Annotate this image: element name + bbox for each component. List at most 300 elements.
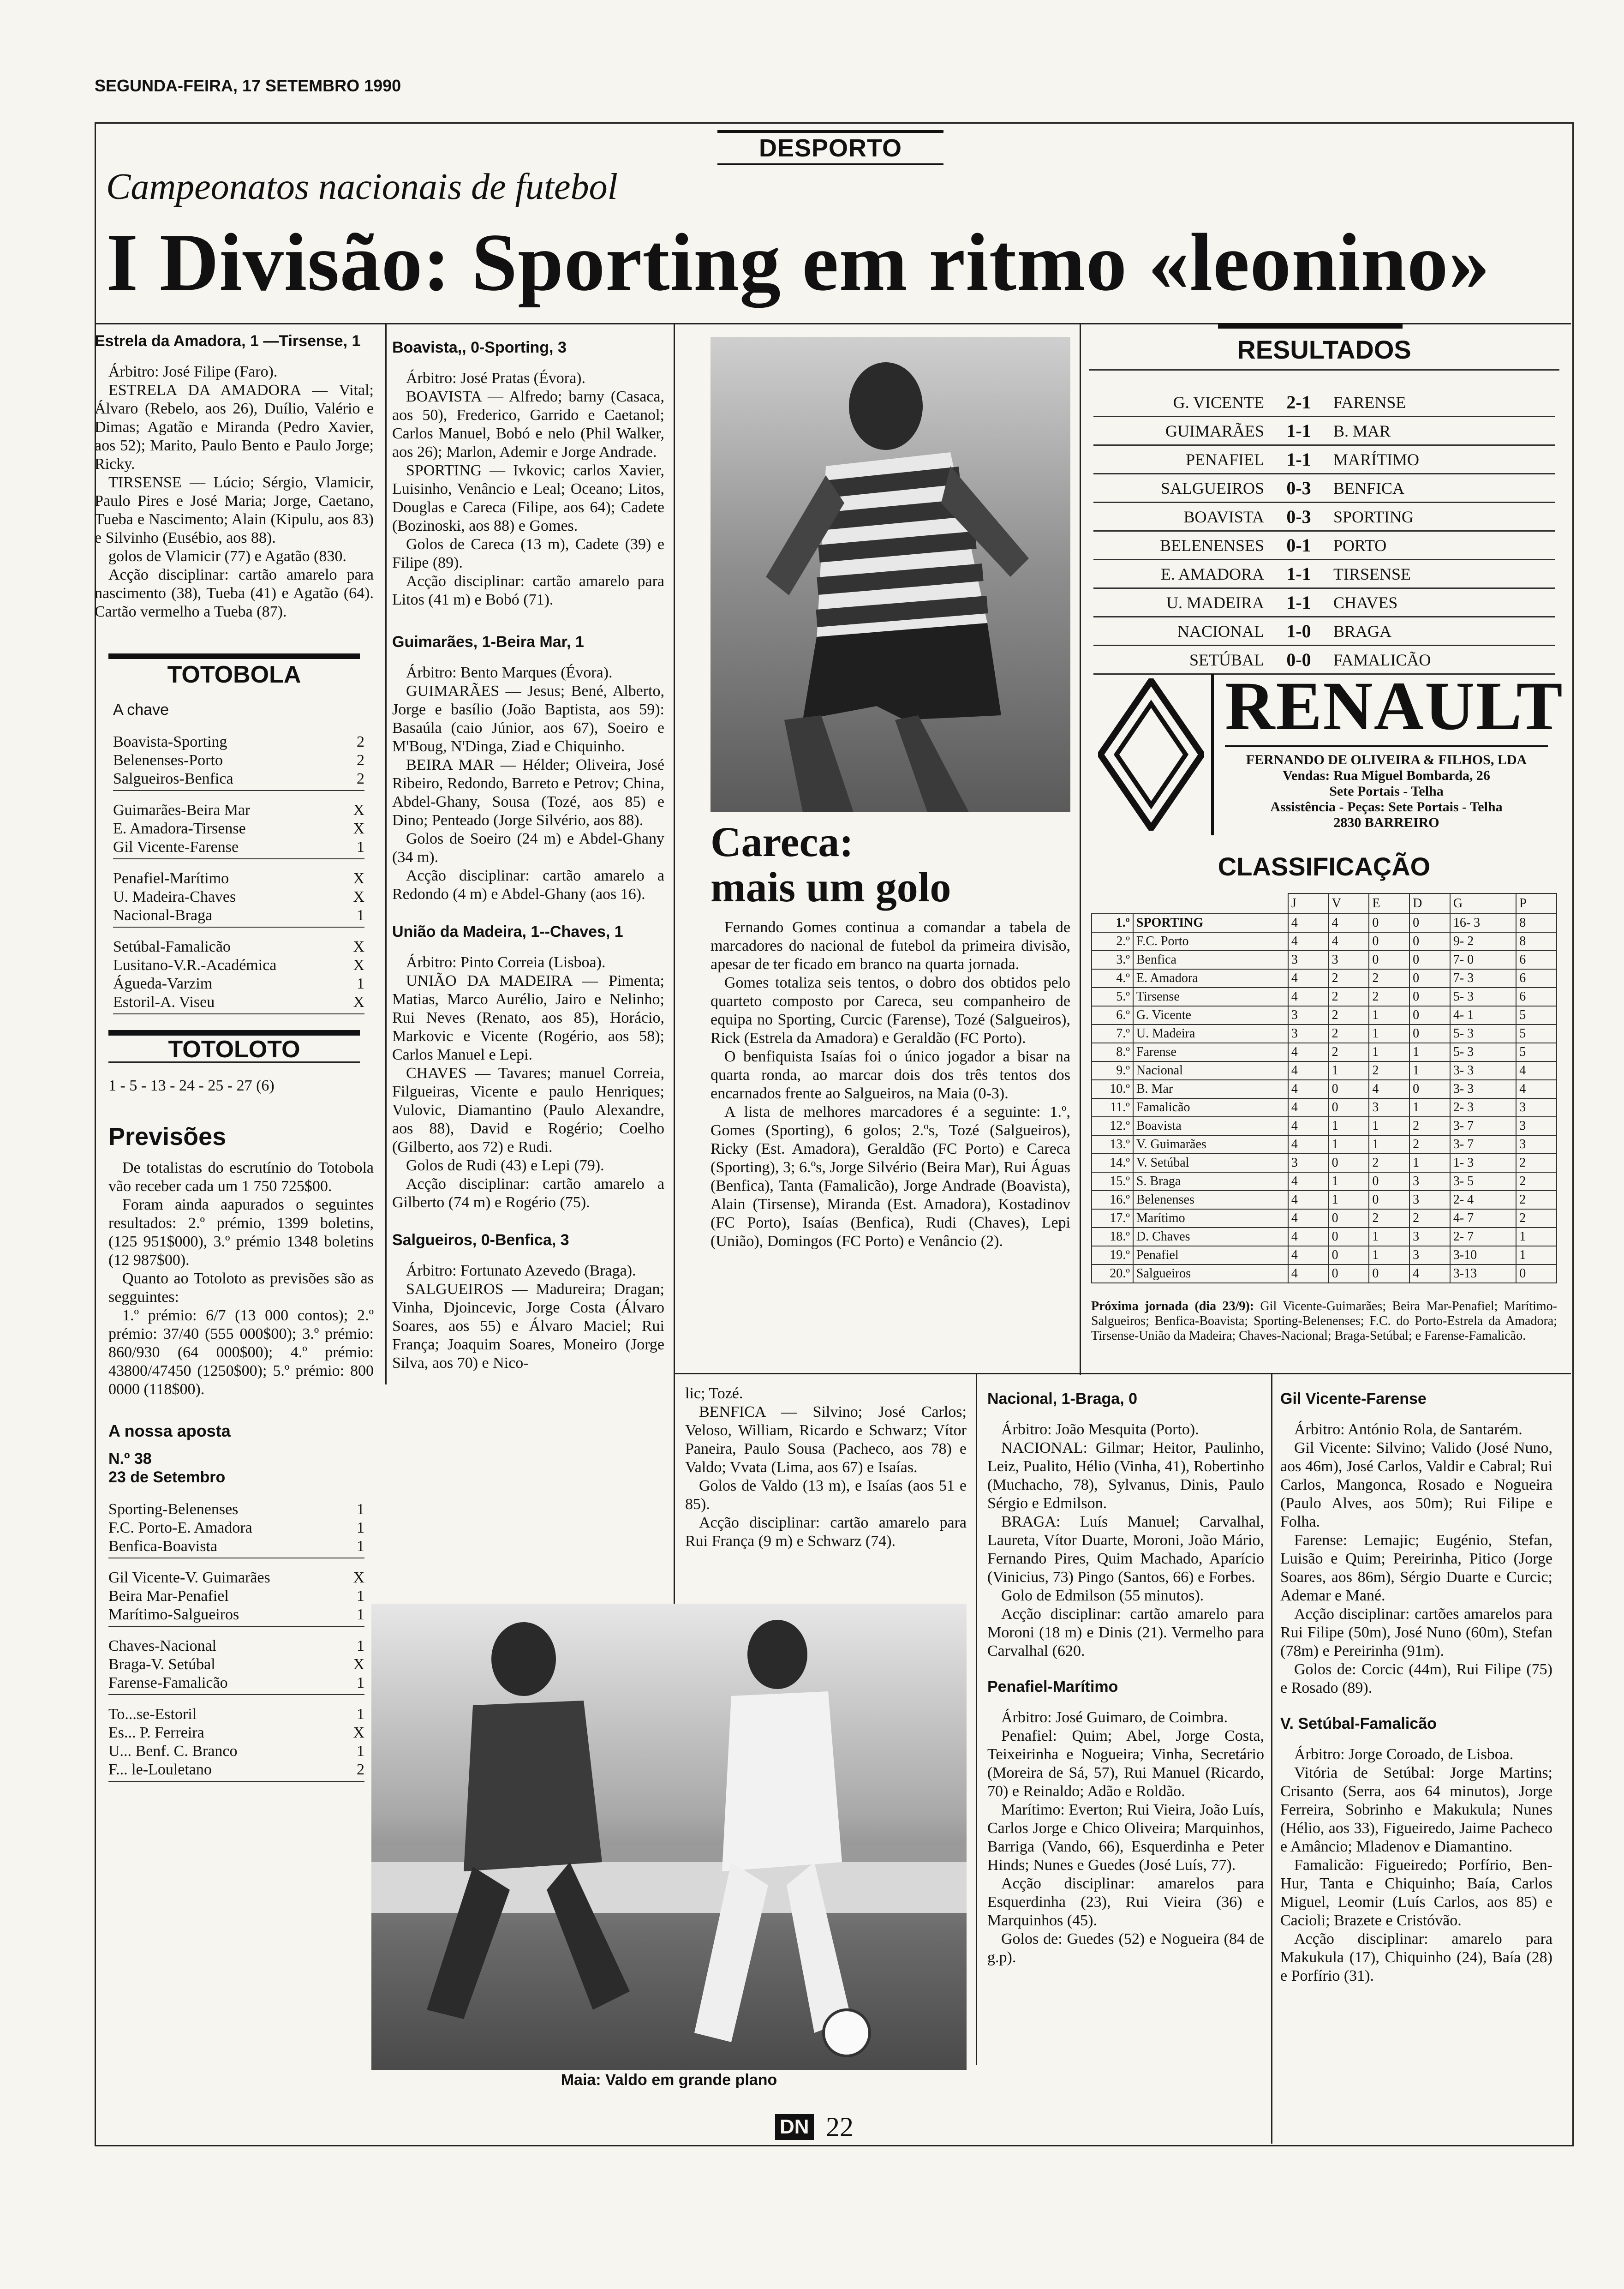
standings-team: V. Guimarães	[1133, 1135, 1288, 1154]
fixture-prediction: 1	[357, 1588, 364, 1605]
standings-goals: 2- 7	[1450, 1228, 1516, 1246]
list-item	[113, 751, 364, 770]
report-paragraph: Golos de Rudi (43) e Lepi (79).	[406, 1157, 604, 1174]
column-4	[987, 1389, 1264, 1967]
standings-team: B. Mar	[1133, 1080, 1288, 1098]
fixture-prediction: X	[353, 802, 364, 819]
dealer-sales: Vendas: Rua Miguel Bombarda, 26	[1283, 768, 1490, 783]
standings-played: 4	[1288, 988, 1329, 1006]
standings-position: 19.º	[1092, 1246, 1133, 1264]
report-paragraph: BEIRA MAR — Hélder; Oliveira, José Ribeiro, Redondo, Barreto e Petrov; China, Abdel-Ghany, Sousa (Tozé, aos 85) e Dino; Penteado (Jorge Silvério, aos 88).	[392, 756, 664, 829]
match-title-setubal-famalicao: V. Setúbal-Famalicão	[1280, 1715, 1437, 1732]
standings-drawn: 2	[1369, 969, 1409, 988]
article-paragraph: O benfiquista Isaías foi o único jogador a bisar na quarta ronda, ao marcar dois dos três tentos dos encarnados frente ao Salgueiros, na Maia (0-3).	[710, 1048, 1070, 1102]
away-team: FARENSE	[1329, 389, 1555, 417]
standings-drawn: 0	[1369, 1191, 1409, 1209]
standings-won: 0	[1329, 1098, 1369, 1117]
fixture-label: Águeda-Varzim	[113, 975, 213, 992]
fixture-prediction: X	[353, 938, 364, 955]
standings-lost: 0	[1409, 1080, 1450, 1098]
away-team: BRAGA	[1329, 617, 1555, 646]
home-team: PENAFIEL	[1093, 445, 1269, 474]
standings-row	[1092, 1191, 1557, 1209]
standings-position: 14.º	[1092, 1154, 1133, 1172]
standings-won: 0	[1329, 1264, 1369, 1283]
standings-won: 1	[1329, 1117, 1369, 1135]
previsoes-paragraph: Foram ainda aapurados o seguintes resultados: 2.º prémio, 1399 boletins, (125 951$000), 3.º prémio 1348 boletins (12 987$00).	[108, 1196, 374, 1269]
fixture-prediction: 2	[357, 1761, 364, 1778]
proxima-jornada-text: Gil Vicente-Guimarães; Beira Mar-Penafiel; Marítimo-Salgueiros; Benfica-Boavista; Sporting-Belenenses; F.C. do Porto-Estrela da Amadora; Tirsense-União da Madeira; Chaves-Nacional; Braga-Setúbal; e Farense-Famalicão.	[1091, 1299, 1558, 1343]
standings-team: Farense	[1133, 1043, 1288, 1061]
standings-team: Belenenses	[1133, 1191, 1288, 1209]
report-paragraph: Vitória de Setúbal: Jorge Martins; Crisanto (Serra, aos 64 minutos), Jorge Ferreira, Sobrinho e Makukula; Nunes (Hélio, aos 33), Figueiredo, Jaime Pacheco e Amâncio; Mladenov e Diamantino.	[1280, 1764, 1552, 1855]
proxima-jornada	[1091, 1299, 1557, 1343]
standings-points: 2	[1516, 1209, 1557, 1228]
away-team: B. MAR	[1329, 417, 1555, 445]
standings-position: 20.º	[1092, 1264, 1133, 1283]
list-group	[113, 733, 364, 791]
away-team: SPORTING	[1329, 503, 1555, 531]
report-paragraph: Árbitro: José Guimaro, de Coimbra.	[1001, 1709, 1228, 1726]
proxima-jornada-label: Próxima jornada (dia 23/9):	[1091, 1299, 1254, 1313]
standings-team: Nacional	[1133, 1061, 1288, 1080]
report-paragraph: Marítimo: Everton; Rui Vieira, João Luís, Carlos Jorge e Chico Oliveira; Marquinhos, Barriga (Vando, 66), Esquerdinha e Peter Hinds; Nunes e Guedes (José Luís, 77).	[987, 1801, 1264, 1874]
score: 0-3	[1269, 503, 1329, 531]
standings-goals: 5- 3	[1450, 1043, 1516, 1061]
home-team: BOAVISTA	[1093, 503, 1269, 531]
fixture-label: Belenenses-Porto	[113, 752, 223, 769]
away-team: MARÍTIMO	[1329, 445, 1555, 474]
standings-drawn: 3	[1369, 1098, 1409, 1117]
totobola-title: TOTOBOLA	[167, 661, 301, 688]
list-group	[108, 1500, 364, 1558]
score: 0-3	[1269, 474, 1329, 503]
list-item	[108, 1674, 364, 1692]
totoloto-numbers: 1 - 5 - 13 - 24 - 25 - 27 (6)	[108, 1077, 275, 1094]
report-paragraph: BRAGA: Luís Manuel; Carvalhal, Laureta, Vítor Duarte, Moroni, João Mário, Fernando Pires, Quim Machado, Aparício (Vinicius, 73) Pingo (Santos, 66) e Forbes.	[987, 1513, 1264, 1586]
standings-won: 1	[1329, 1191, 1369, 1209]
classificacao-table	[1091, 893, 1557, 1283]
standings-goals: 7- 0	[1450, 951, 1516, 969]
standings-goals: 3- 5	[1450, 1172, 1516, 1191]
standings-points: 6	[1516, 969, 1557, 988]
standings-row	[1092, 1043, 1557, 1061]
match-title-nacional-braga: Nacional, 1-Braga, 0	[987, 1390, 1138, 1408]
result-row	[1093, 474, 1555, 503]
fixture-label: Guimarães-Beira Mar	[113, 802, 251, 819]
fixture-label: Chaves-Nacional	[108, 1637, 217, 1654]
dealer-service: Assistência - Peças: Sete Portais - Telha	[1270, 799, 1503, 815]
col-header-g: G	[1450, 893, 1516, 914]
previsoes-title: Previsões	[108, 1123, 227, 1150]
standings-team: Tirsense	[1133, 988, 1288, 1006]
standings-played: 4	[1288, 1098, 1329, 1117]
report-paragraph: golos de Vlamicir (77) e Agatão (830.	[108, 548, 346, 565]
fixture-prediction: X	[353, 1724, 364, 1741]
fixture-label: Penafiel-Marítimo	[113, 870, 229, 887]
away-team: TIRSENSE	[1329, 560, 1555, 588]
standings-goals: 5- 3	[1450, 1025, 1516, 1043]
standings-won: 4	[1329, 914, 1369, 932]
standings-drawn: 1	[1369, 1043, 1409, 1061]
result-row	[1093, 389, 1555, 417]
report-paragraph: Acção disciplinar: cartão amarelo para Litos (41 m) e Bobó (71).	[392, 573, 664, 608]
column-rule	[1080, 323, 1081, 1375]
report-paragraph: Golo de Edmilson (55 minutos).	[1001, 1587, 1204, 1604]
list-item	[113, 838, 364, 857]
totobola-box	[108, 653, 360, 688]
standings-goals: 4- 1	[1450, 1006, 1516, 1025]
standings-played: 4	[1288, 1135, 1329, 1154]
list-item	[108, 1655, 364, 1674]
result-row	[1093, 617, 1555, 646]
standings-position: 7.º	[1092, 1025, 1133, 1043]
list-group	[108, 1569, 364, 1627]
standings-points: 1	[1516, 1246, 1557, 1264]
standings-row	[1092, 1080, 1557, 1098]
result-row	[1093, 531, 1555, 560]
home-team: E. AMADORA	[1093, 560, 1269, 588]
resultados-title: RESULTADOS	[1237, 335, 1411, 364]
standings-played: 4	[1288, 1209, 1329, 1228]
col-header-p: P	[1516, 893, 1557, 914]
ad-divider	[1211, 674, 1214, 835]
article-paragraph: Gomes totaliza seis tentos, o dobro dos obtidos pelo quarteto composto por Careca, seu companheiro de equipa no Sporting, Curcic (Farense), Tozé (Salgueiros), Rick (Estrela da Amadora) e Geraldão (FC Porto).	[710, 974, 1070, 1047]
standings-position: 12.º	[1092, 1117, 1133, 1135]
list-item	[108, 1637, 364, 1655]
result-row	[1093, 503, 1555, 531]
list-item	[108, 1537, 364, 1556]
standings-lost: 2	[1409, 1135, 1450, 1154]
standings-position: 9.º	[1092, 1061, 1133, 1080]
standings-points: 4	[1516, 1080, 1557, 1098]
standings-won: 0	[1329, 1228, 1369, 1246]
column-5	[1280, 1389, 1552, 1985]
standings-row	[1092, 1246, 1557, 1264]
list-item	[113, 956, 364, 975]
list-item	[108, 1742, 364, 1761]
standings-team: U. Madeira	[1133, 1025, 1288, 1043]
ad-rule	[1225, 745, 1548, 747]
list-item	[108, 1724, 364, 1742]
fixture-label: To...se-Estoril	[108, 1706, 197, 1723]
home-team: SALGUEIROS	[1093, 474, 1269, 503]
renault-dealer	[1225, 752, 1548, 831]
score: 0-0	[1269, 646, 1329, 674]
standings-team: Boavista	[1133, 1117, 1288, 1135]
standings-position: 15.º	[1092, 1172, 1133, 1191]
list-item	[108, 1705, 364, 1724]
home-team: GUIMARÃES	[1093, 417, 1269, 445]
fixture-prediction: X	[353, 994, 364, 1011]
photo-illustration	[710, 337, 1070, 812]
result-row	[1093, 588, 1555, 617]
dateline: SEGUNDA-FEIRA, 17 SETEMBRO 1990	[95, 76, 401, 95]
list-group	[113, 801, 364, 859]
standings-goals: 2- 3	[1450, 1098, 1516, 1117]
fixture-prediction: X	[353, 870, 364, 887]
list-item	[113, 993, 364, 1012]
section-rule	[674, 1373, 1571, 1374]
standings-played: 3	[1288, 951, 1329, 969]
report-paragraph: Árbitro: Bento Marques (Évora).	[406, 664, 613, 681]
standings-lost: 1	[1409, 1043, 1450, 1061]
standings-won: 2	[1329, 969, 1369, 988]
fixture-label: Marítimo-Salgueiros	[108, 1606, 239, 1623]
standings-team: D. Chaves	[1133, 1228, 1288, 1246]
fixture-prediction: 1	[357, 1606, 364, 1623]
home-team: NACIONAL	[1093, 617, 1269, 646]
fixture-label: Gil Vicente-Farense	[113, 839, 239, 856]
fixture-label: Benfica-Boavista	[108, 1538, 218, 1555]
standings-drawn: 1	[1369, 1117, 1409, 1135]
standings-won: 0	[1329, 1209, 1369, 1228]
standings-won: 2	[1329, 988, 1369, 1006]
list-item	[108, 1606, 364, 1624]
fixture-label: Estoril-A. Viseu	[113, 994, 215, 1011]
standings-position: 4.º	[1092, 969, 1133, 988]
list-item	[113, 975, 364, 993]
standings-goals: 3- 3	[1450, 1061, 1516, 1080]
home-team: U. MADEIRA	[1093, 588, 1269, 617]
report-paragraph: Acção disciplinar: amarelos para Esquerdinha (23), Rui Vieira (36) e Marquinhos (45).	[987, 1875, 1264, 1929]
standings-team: F.C. Porto	[1133, 932, 1288, 951]
standings-won: 1	[1329, 1135, 1369, 1154]
careca-title-line-2: mais um golo	[710, 863, 951, 911]
standings-lost: 0	[1409, 969, 1450, 988]
standings-goals: 3- 3	[1450, 1080, 1516, 1098]
report-paragraph: ESTRELA DA AMADORA — Vital; Álvaro (Rebelo, aos 26), Duílio, Valério e Dimas; Agatão e Miranda (Pedro Xavier, aos 52); Marito, Paulo Bento e Paulo Jorge; Ricky.	[95, 382, 374, 473]
standings-goals: 1- 3	[1450, 1154, 1516, 1172]
careca-title-line-1: Careca:	[710, 818, 854, 865]
classificacao-title: CLASSIFICAÇÃO	[1218, 852, 1431, 881]
result-row	[1093, 560, 1555, 588]
standings-goals: 16- 3	[1450, 914, 1516, 932]
standings-goals: 2- 4	[1450, 1191, 1516, 1209]
list-item	[108, 1761, 364, 1779]
standings-played: 4	[1288, 932, 1329, 951]
standings-won: 0	[1329, 1246, 1369, 1264]
list-item	[108, 1587, 364, 1606]
list-item	[108, 1519, 364, 1537]
list-item	[113, 888, 364, 906]
standings-points: 8	[1516, 914, 1557, 932]
totoloto-title: TOTOLOTO	[108, 1040, 360, 1063]
standings-drawn: 2	[1369, 1061, 1409, 1080]
standings-points: 3	[1516, 1135, 1557, 1154]
standings-position: 10.º	[1092, 1080, 1133, 1098]
standings-lost: 3	[1409, 1246, 1450, 1264]
column-rule	[1271, 1373, 1272, 2144]
fixture-label: Boavista-Sporting	[113, 733, 227, 750]
standings-row	[1092, 951, 1557, 969]
fixture-label: Farense-Famalicão	[108, 1674, 228, 1691]
home-team: G. VICENTE	[1093, 389, 1269, 417]
standings-lost: 2	[1409, 1117, 1450, 1135]
section-title: DESPORTO	[717, 130, 943, 165]
list-group	[108, 1637, 364, 1695]
photo-caption: Maia: Valdo em grande plano	[561, 2071, 777, 2089]
fixture-label: U... Benf. C. Branco	[108, 1743, 238, 1760]
fixture-prediction: 1	[357, 1706, 364, 1723]
standings-position: 11.º	[1092, 1098, 1133, 1117]
fixture-prediction: 1	[357, 907, 364, 924]
report-paragraph: Árbitro: Pinto Correia (Lisboa).	[406, 954, 606, 971]
standings-row	[1092, 969, 1557, 988]
standings-position: 16.º	[1092, 1191, 1133, 1209]
standings-points: 5	[1516, 1006, 1557, 1025]
score: 1-1	[1269, 445, 1329, 474]
standings-drawn: 0	[1369, 914, 1409, 932]
standings-goals: 3-10	[1450, 1246, 1516, 1264]
fixture-label: Lusitano-V.R.-Académica	[113, 957, 277, 974]
standings-row	[1092, 1172, 1557, 1191]
standings-row	[1092, 932, 1557, 951]
standings-goals: 9- 2	[1450, 932, 1516, 951]
standings-position: 1.º	[1092, 914, 1133, 932]
standings-row	[1092, 1117, 1557, 1135]
report-paragraph: Acção disciplinar: cartão amarelo a Redondo (4 m) e Abdel-Ghany (aos 16).	[392, 867, 664, 903]
standings-lost: 0	[1409, 932, 1450, 951]
headline: I Divisão: Sporting em ritmo «leonino»	[106, 216, 1490, 308]
fixture-label: Es... P. Ferreira	[108, 1724, 204, 1741]
standings-position: 18.º	[1092, 1228, 1133, 1246]
totobola-list	[113, 733, 364, 1014]
column-1	[95, 331, 374, 1792]
standings-team: Marítimo	[1133, 1209, 1288, 1228]
report-paragraph: BENFICA — Silvino; José Carlos; Veloso, William, Ricardo e Schwarz; Vítor Paneira, Paulo Sousa (Pacheco, aos 78) e Valdo; Vvata (Lima, aos 67) e Isaías.	[685, 1403, 967, 1476]
fixture-prediction: X	[353, 820, 364, 837]
fixture-label: F.C. Porto-E. Amadora	[108, 1519, 252, 1536]
standings-drawn: 2	[1369, 1154, 1409, 1172]
dn-logo: DN	[775, 2114, 814, 2140]
score: 2-1	[1269, 389, 1329, 417]
match-title-madeira-chaves: União da Madeira, 1--Chaves, 1	[392, 923, 623, 941]
fixture-prediction: 1	[357, 839, 364, 856]
standings-won: 3	[1329, 951, 1369, 969]
careca-article	[710, 918, 1070, 1251]
column-rule	[385, 323, 387, 1384]
fixture-prediction: 2	[357, 770, 364, 787]
column-rule	[976, 1373, 977, 2065]
standings-lost: 4	[1409, 1264, 1450, 1283]
fixture-prediction: 1	[357, 975, 364, 992]
fixture-prediction: X	[353, 1569, 364, 1586]
list-item	[113, 770, 364, 788]
standings-lost: 3	[1409, 1191, 1450, 1209]
dealer-location: Sete Portais - Telha	[1329, 784, 1444, 799]
resultados-table	[1093, 389, 1555, 675]
report-paragraph: Árbitro: João Mesquita (Porto).	[1001, 1421, 1199, 1438]
fixture-label: U. Madeira-Chaves	[113, 888, 236, 905]
standings-won: 4	[1329, 932, 1369, 951]
report-paragraph: NACIONAL: Gilmar; Heitor, Paulinho, Leiz, Pualito, Hélio (Vinha, 41), Robertinho (Muchacho, 78), Sylvanus, Dinis, Paulo Sérgio e Edmilson.	[987, 1439, 1264, 1512]
standings-points: 3	[1516, 1117, 1557, 1135]
report-paragraph: Gil Vicente: Silvino; Valido (José Nuno, aos 46m), José Carlos, Valdir e Cabral; Rui Carlos, Mangonca, Rosado e Nogueira (Paulo Alves, aos 50m); Rui Filipe e Folha.	[1280, 1439, 1552, 1530]
report-paragraph: Acção disciplinar: amarelo para Makukula (17), Chiquinho (24), Baía (28) e Porfírio (31).	[1280, 1930, 1552, 1984]
fixture-label: Gil Vicente-V. Guimarães	[108, 1569, 270, 1586]
report-paragraph: Acção disciplinar: cartões amarelos para Rui Filipe (50m), José Nuno (60m), Stefan (78m) e Pereirinha (91m).	[1280, 1606, 1552, 1660]
fixture-label: Beira Mar-Penafiel	[108, 1588, 229, 1605]
report-paragraph: Árbitro: Jorge Coroado, de Lisboa.	[1294, 1746, 1514, 1763]
renault-brand: RENAULT	[1225, 668, 1564, 744]
report-paragraph: UNIÃO DA MADEIRA — Pimenta; Matias, Marco Aurélio, Jairo e Nelinho; Rui Neves (Renato, aos 85), Horácio, Markovic e Vicente (Rogério, aos 58); Carlos Manuel e Lepi.	[392, 972, 664, 1063]
standings-team: E. Amadora	[1133, 969, 1288, 988]
dealer-name: FERNANDO DE OLIVEIRA & FILHOS, LDA	[1246, 752, 1527, 767]
result-row	[1093, 417, 1555, 445]
standings-goals: 4- 7	[1450, 1209, 1516, 1228]
col-header-e: E	[1369, 893, 1409, 914]
standings-won: 1	[1329, 1172, 1369, 1191]
score: 1-1	[1269, 588, 1329, 617]
previsoes-paragraph: 1.º prémio: 6/7 (13 000 contos); 2.º prémio: 37/40 (555 000$00); 3.º prémio: 860/930 (64 000$00); 4.º prémio: 43800/47450 (1250$00); 5.º prémio: 800 0000 (118$00).	[108, 1307, 374, 1398]
standings-row	[1092, 1154, 1557, 1172]
fixture-prediction: 1	[357, 1674, 364, 1691]
report-paragraph: SPORTING — Ivkovic; carlos Xavier, Luisinho, Venâncio e Leal; Oceano; Litos, Douglas e Careca (Filipe, aos 64); Cadete (Bozinoski, aos 88) e Gomes.	[392, 462, 664, 534]
report-paragraph: Acção disciplinar: cartão amarelo a Gilberto (74 m) e Rogério (75).	[392, 1175, 664, 1211]
page-footer	[775, 2111, 863, 2144]
standings-played: 4	[1288, 1043, 1329, 1061]
away-team: BENFICA	[1329, 474, 1555, 503]
list-group	[113, 938, 364, 1014]
standings-won: 0	[1329, 1154, 1369, 1172]
standings-team: S. Braga	[1133, 1172, 1288, 1191]
resultados-rule	[1089, 369, 1559, 371]
standings-drawn: 1	[1369, 1135, 1409, 1154]
previsoes-paragraph: Quanto ao Totoloto as previsões são as segguintes:	[108, 1270, 374, 1306]
standings-lost: 3	[1409, 1172, 1450, 1191]
article-paragraph: Fernando Gomes continua a comandar a tabela de marcadores do nacional de futebol da primeira divisão, apesar de ter ficado em branco na quarta jornada.	[710, 919, 1070, 973]
photo-illustration	[371, 1604, 967, 2070]
report-paragraph: Penafiel: Quim; Abel, Jorge Costa, Teixeirinha e Nogueira; Vinha, Secretário (Moreira de Sá, 57), Rui Manuel (Ricardo, 70) e Reinaldo; Adão e Roldão.	[987, 1727, 1264, 1800]
list-group	[113, 869, 364, 928]
report-paragraph: BOAVISTA — Alfredo; barny (Casaca, aos 50), Frederico, Garrido e Caetanol; Carlos Manuel, Bobó e nelo (Phil Walker, aos 26); Marlon, Ademir e Jorge Andrade.	[392, 388, 664, 461]
report-paragraph: Golos de Soeiro (24 m) e Abdel-Ghany (34 m).	[392, 830, 664, 866]
fixture-label: Nacional-Braga	[113, 907, 213, 924]
standings-goals: 7- 3	[1450, 969, 1516, 988]
standings-lost: 0	[1409, 988, 1450, 1006]
fixture-prediction: 1	[357, 1519, 364, 1536]
standings-drawn: 2	[1369, 1209, 1409, 1228]
report-paragraph: Árbitro: José Filipe (Faro).	[108, 363, 278, 380]
score: 1-1	[1269, 560, 1329, 588]
dealer-city: 2830 BARREIRO	[1333, 815, 1439, 830]
standings-lost: 1	[1409, 1061, 1450, 1080]
standings-position: 2.º	[1092, 932, 1133, 951]
list-item	[113, 733, 364, 751]
standings-points: 0	[1516, 1264, 1557, 1283]
list-item	[108, 1569, 364, 1587]
col-header-v: V	[1329, 893, 1369, 914]
standings-points: 8	[1516, 932, 1557, 951]
standings-won: 2	[1329, 1043, 1369, 1061]
match-title-boavista-sporting: Boavista,, 0-Sporting, 3	[392, 339, 567, 356]
match-title-amadora-tirsense: Estrela da Amadora, 1 —Tirsense, 1	[95, 332, 361, 350]
standings-row	[1092, 1135, 1557, 1154]
standings-played: 3	[1288, 1025, 1329, 1043]
standings-drawn: 4	[1369, 1080, 1409, 1098]
fixture-label: Braga-V. Setúbal	[108, 1656, 215, 1673]
result-row	[1093, 445, 1555, 474]
aposta-number: N.º 38	[108, 1450, 152, 1468]
fixture-label: F... le-Louletano	[108, 1761, 212, 1778]
standings-position: 6.º	[1092, 1006, 1133, 1025]
standings-played: 4	[1288, 1228, 1329, 1246]
fixture-prediction: 1	[357, 1501, 364, 1518]
article-paragraph: A lista de melhores marcadores é a seguinte: 1.º, Gomes (Sporting), 6 golos; 2.ºs, Tozé (Salgueiros), Ricky (Est. Amadora), Geraldão (FC Porto) e Careca (Sporting), 3; 6.ºs, Jorge Silvério (Beira Mar), Rui Águas (Benfica), Tanta (Famalicão), Jorge Andrade (Boavista), Alain (Tirsense), Miranda (Est. Amadora), Kostadinov (FC Porto), Isaías (Benfica), Rudi (Chaves), Lepi (União), Domingos (FC Porto) e Venâncio (2).	[710, 1103, 1070, 1250]
standings-won: 0	[1329, 1080, 1369, 1098]
standings-points: 4	[1516, 1061, 1557, 1080]
